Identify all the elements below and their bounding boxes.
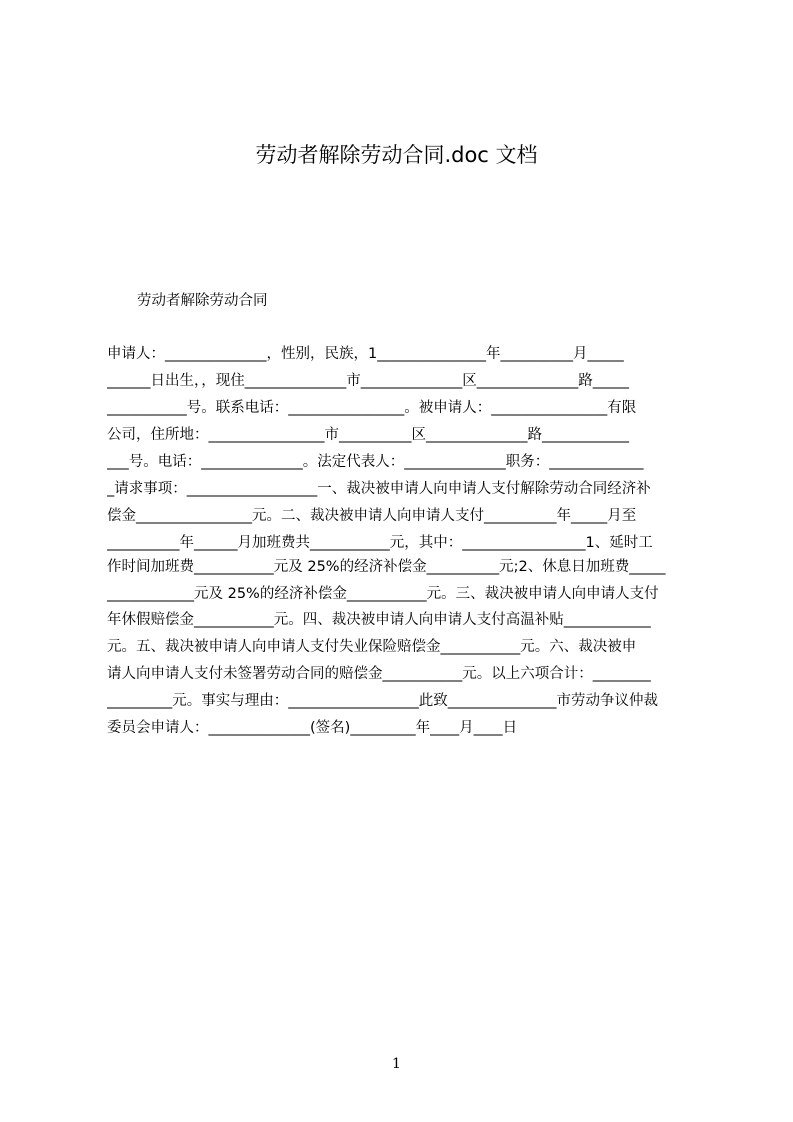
body-line: 请人向申请人支付未签署劳动合同的赔偿金___________元。以上六项合计：________ [107,666,651,682]
body-line: 作时间加班费___________元及 25%的经济补偿金__________元;2、休息日加班费_____ [107,559,666,575]
body-line: 委员会申请人：______________(签名)_________年____月____日 [107,720,518,736]
body-line: ____________元及 25%的经济补偿金___________元。三、裁决被申请人向申请人支付 [107,586,659,602]
body-line: __________年______月加班费共___________元，其中：_________________1、延时工 [107,535,653,551]
body-line: 申请人：______________，性别，民族，1_______________年__________月_____ [107,346,624,362]
page-number: 1 [392,1056,401,1072]
body-line: 年休假赔偿金___________元。四、裁决被申请人向申请人支付高温补贴____________ [107,612,651,628]
body-line: 偿金________________元。二、裁决被申请人向申请人支付__________年_____月至 [107,508,637,524]
section-heading: 劳动者解除劳动合同 [137,293,268,309]
body-line: _________元。事实与理由：__________________此致_______________市劳动争议仲裁 [107,693,658,709]
body-line: 元。五、裁决被申请人向申请人支付失业保险赔偿金___________元。六、裁决被申 [107,639,637,655]
body-line: _请求事项：__________________一、裁决被申请人向申请人支付解除劳动合同经济补 [107,481,651,497]
body-line: 公司，住所地：________________市__________区______________路____________ [107,427,629,443]
body-line: ___________号。联系电话：________________。被申请人：________________有限 [107,400,637,416]
document-title: 劳动者解除劳动合同.doc 文档 [255,143,538,167]
body-line: ______日出生，，现住______________市______________区______________路_____ [107,373,629,389]
body-line: ___号。电话：______________。法定代表人：______________职务：_____________ [107,454,644,470]
